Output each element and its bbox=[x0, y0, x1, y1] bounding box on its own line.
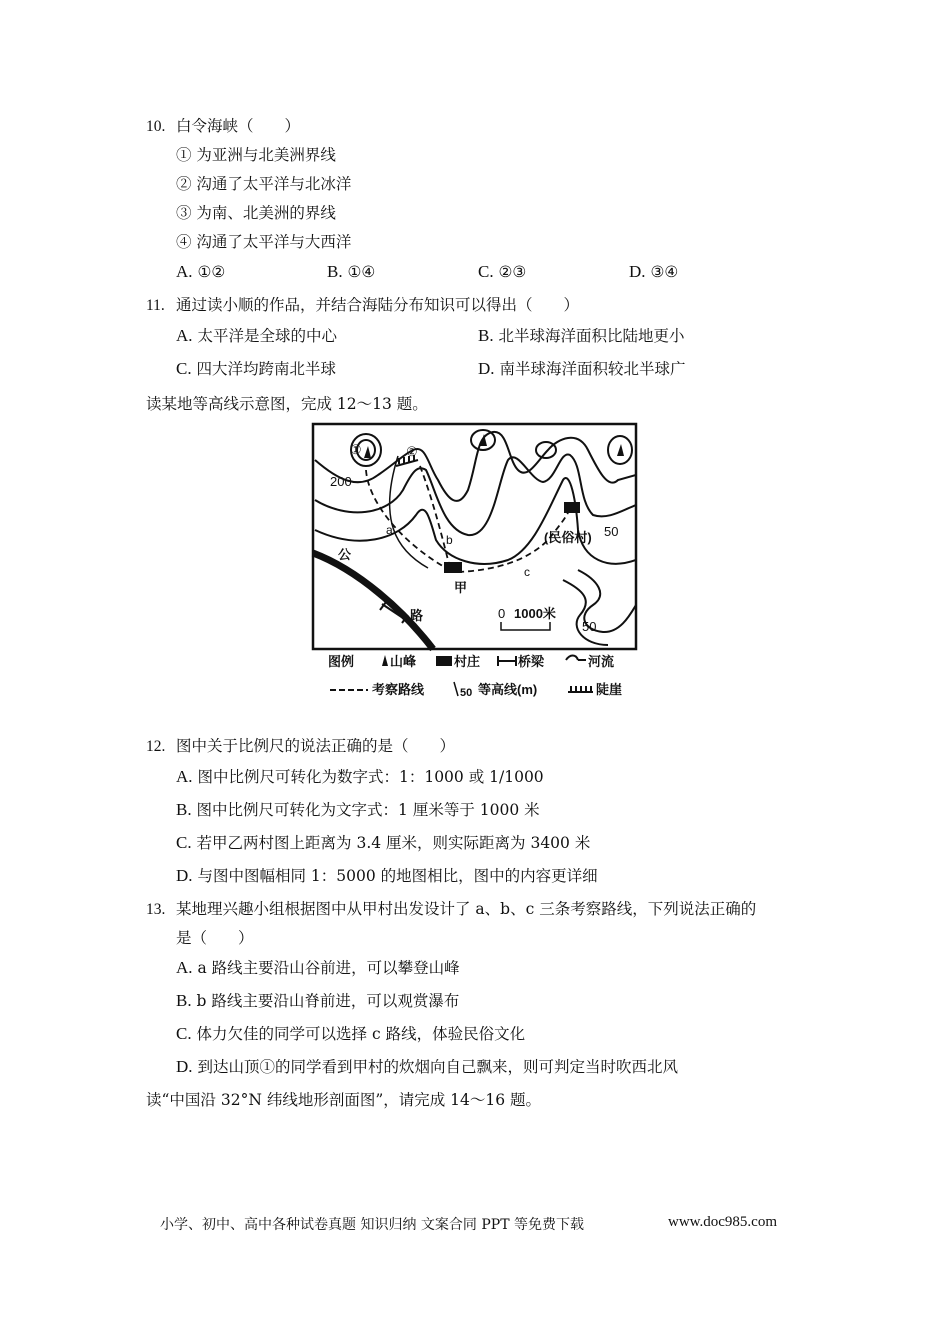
svg-text:考察路线: 考察路线 bbox=[372, 682, 425, 697]
q11-stem: 11. 通过读小顺的作品，并结合海陆分布知识可以得出（ ） bbox=[146, 296, 580, 314]
q11-option-a: A. 太平洋是全球的中心 bbox=[176, 326, 337, 345]
label-village-min: (民俗村) bbox=[544, 530, 592, 545]
q10-option-b: B. ①④ bbox=[327, 262, 376, 281]
q13-option-a: A. a 路线主要沿山谷前进，可以攀登山峰 bbox=[176, 958, 460, 977]
q10-item-2: ② 沟通了太平洋与北冰洋 bbox=[176, 175, 352, 193]
svg-text:山峰: 山峰 bbox=[390, 654, 417, 669]
footer-text: 小学、初中、高中各种试卷真题 知识归纳 文案合同 PPT 等免费下载 bbox=[160, 1217, 584, 1233]
svg-text:图例: 图例 bbox=[328, 654, 355, 669]
svg-text:50: 50 bbox=[460, 687, 473, 699]
q13-stem-cont: 是（ ） bbox=[176, 929, 254, 947]
label-peak-1: ① bbox=[350, 442, 362, 457]
label-scale-zero: 0 bbox=[498, 606, 506, 621]
q11-option-b: B. 北半球海洋面积比陆地更小 bbox=[478, 326, 685, 345]
svg-text:等高线(m): 等高线(m) bbox=[478, 682, 538, 697]
q12-option-b: B. 图中比例尺可转化为文字式：1 厘米等于 1000 米 bbox=[176, 800, 540, 819]
svg-text:河流: 河流 bbox=[588, 654, 615, 669]
q12-option-a: A. 图中比例尺可转化为数字式：1：1000 或 1/1000 bbox=[176, 767, 544, 786]
label-contour-50a: 50 bbox=[604, 524, 619, 539]
label-peak-2: ② bbox=[406, 444, 418, 459]
label-scale: 1000米 bbox=[514, 606, 556, 621]
q10-option-d: D. ③④ bbox=[629, 262, 679, 281]
label-road-1: 公 bbox=[338, 547, 352, 562]
label-road-2: 路 bbox=[410, 608, 424, 623]
q13-option-b: B. b 路线主要沿山脊前进，可以观赏瀑布 bbox=[176, 991, 460, 1010]
label-route-b: b bbox=[446, 533, 453, 547]
q10-item-3: ③ 为南、北美洲的界线 bbox=[176, 204, 336, 222]
q11-option-c: C. 四大洋均跨南北半球 bbox=[176, 359, 337, 378]
q11-option-d: D. 南半球海洋面积较北半球广 bbox=[478, 359, 686, 378]
q10-item-4: ④ 沟通了太平洋与大西洋 bbox=[176, 233, 352, 251]
q10-stem: 10. 白令海峡（ ） bbox=[146, 117, 301, 135]
q12-stem: 12. 图中关于比例尺的说法正确的是（ ） bbox=[146, 737, 456, 755]
intro-14-16: 读“中国沿 32°N 纬线地形剖面图”，请完成 14～16 题。 bbox=[146, 1091, 542, 1109]
village-jia-icon bbox=[444, 562, 462, 573]
q12-option-d: D. 与图中图幅相同 1：5000 的地图相比，图中的内容更详细 bbox=[176, 866, 598, 885]
svg-text:陡崖: 陡崖 bbox=[596, 682, 623, 697]
q13-option-c: C. 体力欠佳的同学可以选择 c 路线，体验民俗文化 bbox=[176, 1024, 526, 1043]
intro-12-13: 读某地等高线示意图，完成 12～13 题。 bbox=[146, 395, 428, 413]
footer-link[interactable]: www.doc985.com bbox=[668, 1214, 778, 1230]
svg-text:村庄: 村庄 bbox=[454, 654, 481, 669]
contour-map bbox=[308, 420, 643, 702]
label-contour-200: 200 bbox=[330, 474, 352, 489]
map-legend bbox=[328, 654, 622, 699]
label-route-a: a bbox=[386, 523, 393, 537]
svg-text:桥梁: 桥梁 bbox=[518, 654, 545, 669]
label-route-c: c bbox=[524, 565, 530, 579]
village-min-icon bbox=[564, 502, 580, 513]
q10-item-1: ① 为亚洲与北美洲界线 bbox=[176, 146, 336, 164]
q13-option-d: D. 到达山顶①的同学看到甲村的炊烟向自己飘来，则可判定当时吹西北风 bbox=[176, 1057, 678, 1076]
q10-option-c: C. ②③ bbox=[478, 262, 527, 281]
q10-option-a: A. ①② bbox=[176, 262, 226, 281]
label-village-jia: 甲 bbox=[454, 580, 468, 595]
label-contour-50b: 50 bbox=[582, 619, 597, 634]
q13-stem: 13. 某地理兴趣小组根据图中从甲村出发设计了 a、b、c 三条考察路线，下列说法正确的 bbox=[146, 900, 757, 918]
q12-option-c: C. 若甲乙两村图上距离为 3.4 厘米，则实际距离为 3400 米 bbox=[176, 833, 591, 852]
